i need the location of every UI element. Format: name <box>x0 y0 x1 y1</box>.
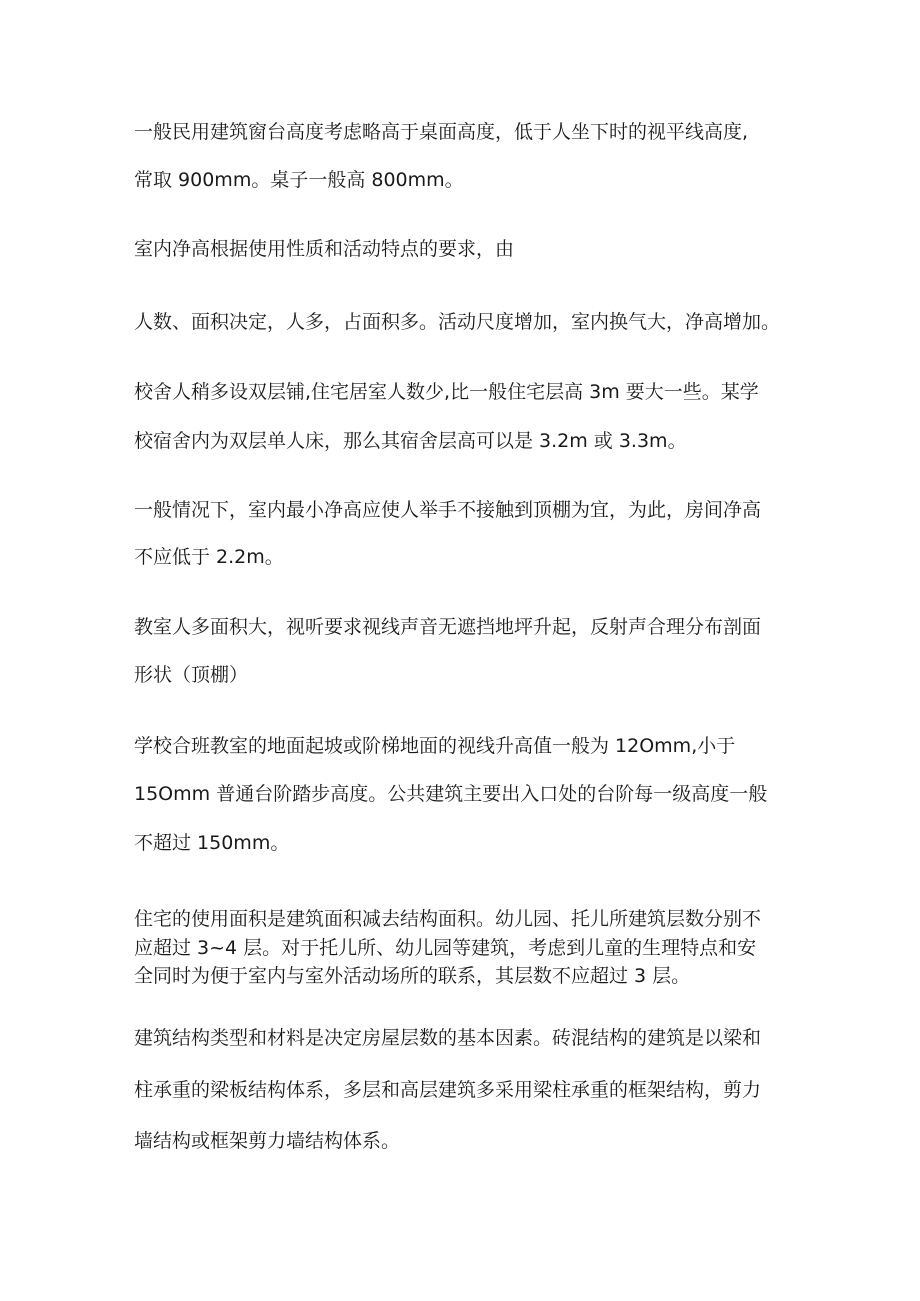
text-line: 应超过 3~4 层。对于托儿所、幼儿园等建筑，考虑到儿童的生理特点和安 <box>134 937 757 959</box>
text-line: 不超过 150mm。 <box>134 832 290 854</box>
text-line: 一般民用建筑窗台高度考虑略高于桌面高度，低于人坐下时的视平线高度, <box>134 121 749 143</box>
text-line: 室内净高根据使用性质和活动特点的要求，由 <box>134 238 515 260</box>
text-line: 一般情况下，室内最小净高应使人举手不接触到顶棚为宜，为此，房间净高 <box>134 499 762 521</box>
text-line: 不应低于 2.2m。 <box>134 546 284 568</box>
text-line: 全同时为便于室内与室外活动场所的联系，其层数不应超过 3 层。 <box>134 965 691 987</box>
text-line: 常取 900mm。桌子一般高 800mm。 <box>134 169 464 191</box>
text-line: 形状（顶棚） <box>134 664 249 686</box>
text-line: 校宿舍内为双层单人床，那么其宿舍层高可以是 3.2m 或 3.3m。 <box>134 430 687 452</box>
text-line: 柱承重的梁板结构体系，多层和高层建筑多采用梁柱承重的框架结构，剪力 <box>134 1079 762 1101</box>
text-line: 教室人多面积大，视听要求视线声音无遮挡地坪升起，反射声合理分布剖面 <box>134 616 762 638</box>
text-line: 建筑结构类型和材料是决定房屋层数的基本因素。砖混结构的建筑是以梁和 <box>134 1027 762 1049</box>
text-line: 住宅的使用面积是建筑面积减去结构面积。幼儿园、托儿所建筑层数分别不 <box>134 908 762 930</box>
text-line: 墙结构或框架剪力墙结构体系。 <box>134 1130 401 1152</box>
text-line: 15Omm 普通台阶踏步高度。公共建筑主要出入口处的台阶每一级高度一般 <box>134 783 768 805</box>
text-line: 人数、面积决定，人多，占面积多。活动尺度增加，室内换气大，净高增加。 <box>134 311 781 333</box>
text-line: 学校合班教室的地面起坡或阶梯地面的视线升高值一般为 12Omm,小于 <box>134 735 736 757</box>
text-line: 校舍人稍多设双层铺,住宅居室人数少,比一般住宅层高 3m 要大一些。某学 <box>134 381 759 403</box>
